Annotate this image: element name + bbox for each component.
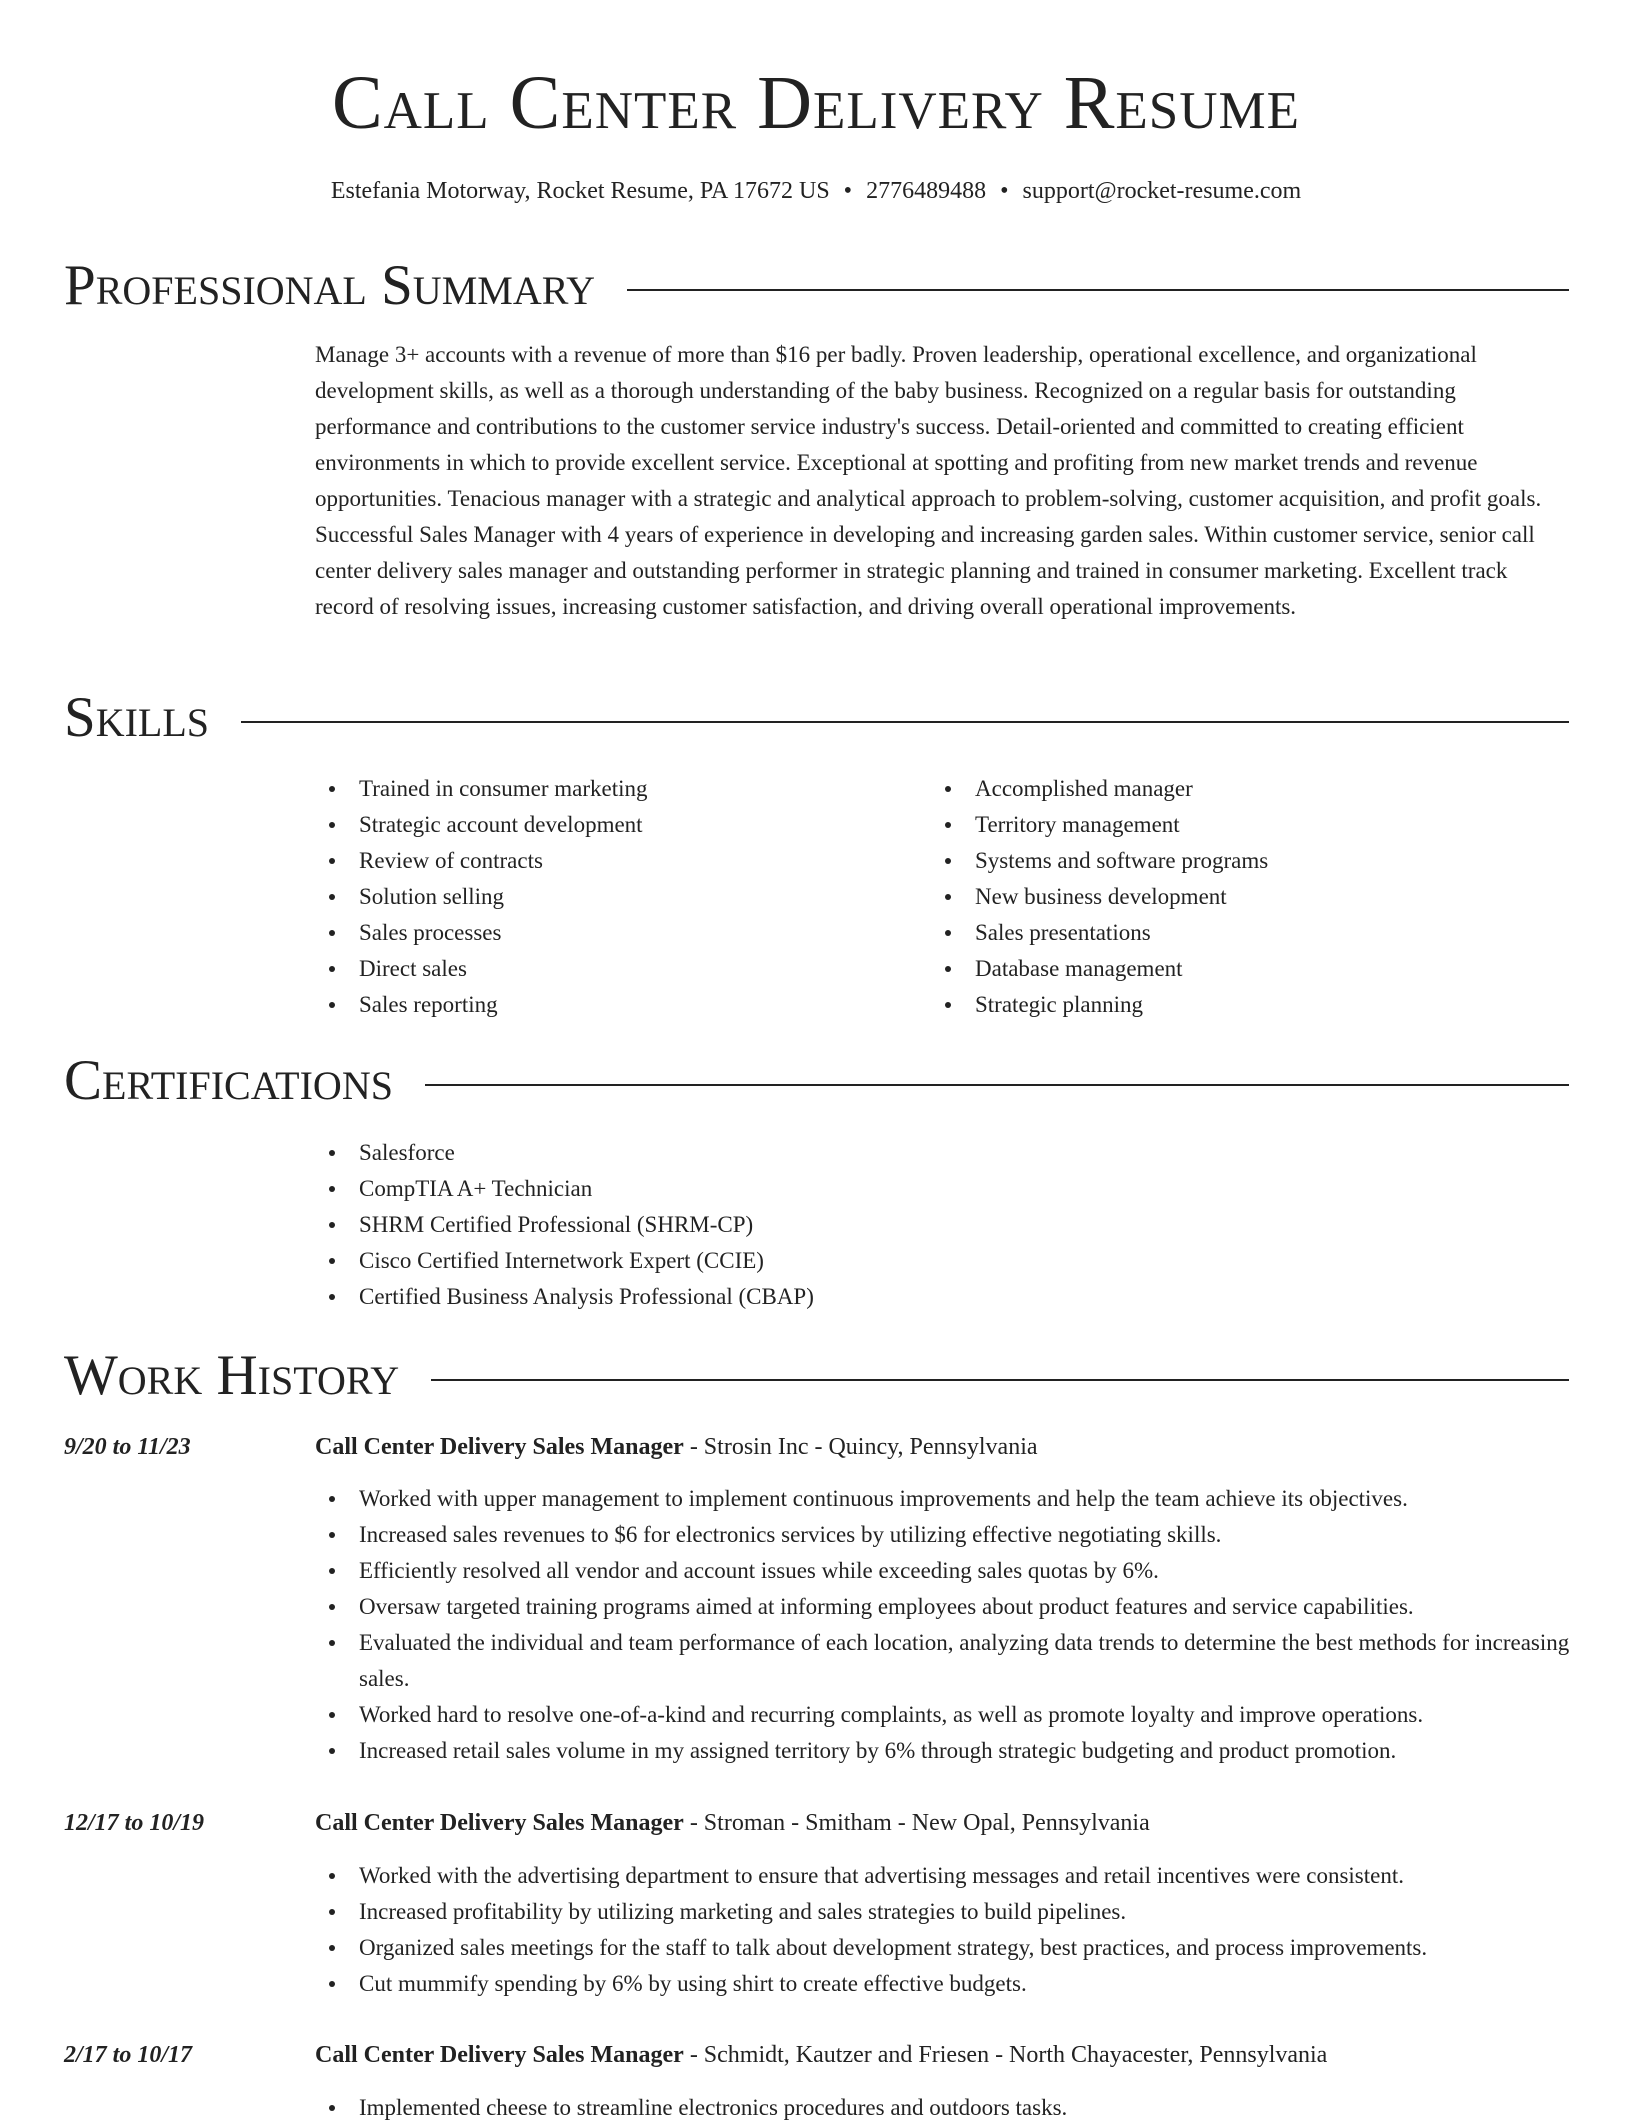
skill-item: Territory management <box>931 807 1551 843</box>
summary-section-header <box>64 253 1569 319</box>
job-bullets <box>315 1481 1575 1769</box>
skill-item: Sales presentations <box>931 915 1551 951</box>
contact-phone: 2776489488 <box>866 178 987 204</box>
resume-title: Call Center Delivery Resume <box>331 61 1301 145</box>
skills-list-left <box>315 771 915 1023</box>
job-details: - Strosin Inc - Quincy, Pennsylvania <box>683 1434 1038 1460</box>
skills-section-header <box>64 685 1569 751</box>
job-bullet: Oversaw targeted training programs aimed at informing employees about product features and service capabilities. <box>315 1589 1575 1625</box>
job-title-line <box>315 1805 1150 1841</box>
job-bullet: Worked hard to resolve one-of-a-kind and recurring complaints, as well as promote loyalty and improve operations. <box>315 1697 1575 1733</box>
job-dates: 12/17 to 10/19 <box>64 1810 205 1836</box>
work-heading: Work History <box>64 1344 400 1407</box>
job-dates: 2/17 to 10/17 <box>64 2042 193 2068</box>
section-divider <box>241 721 1569 723</box>
job-bullet: Increased sales revenues to $6 for electronics services by utilizing effective negotiating skills. <box>315 1517 1575 1553</box>
job-bullet: Organized sales meetings for the staff to talk about development strategy, best practices, and process improvements. <box>315 1930 1575 1966</box>
job-bullet: Efficiently resolved all vendor and account issues while exceeding sales quotas by 6%. <box>315 1553 1575 1589</box>
job-bullet: Evaluated the individual and team performance of each location, analyzing data trends to determine the best methods for increasing sales. <box>315 1625 1575 1697</box>
skill-item: Sales reporting <box>315 987 915 1023</box>
contact-line <box>0 176 1632 206</box>
certifications-section-header <box>64 1048 1569 1114</box>
job-bullet: Worked with upper management to implement continuous improvements and help the team achieve its objectives. <box>315 1481 1575 1517</box>
summary-heading: Professional Summary <box>64 254 596 317</box>
skills-list-right <box>931 771 1551 1023</box>
skill-item: Sales processes <box>315 915 915 951</box>
job-details: - Stroman - Smitham - New Opal, Pennsylvania <box>683 1810 1150 1836</box>
job-bullet: Worked with the advertising department to ensure that advertising messages and retail incentives were consistent. <box>315 1858 1575 1894</box>
job-role: Call Center Delivery Sales Manager <box>315 1434 684 1460</box>
certification-item: Salesforce <box>315 1135 1570 1171</box>
job-bullets <box>315 2090 1575 2126</box>
job-role: Call Center Delivery Sales Manager <box>315 2042 684 2068</box>
certification-item: Cisco Certified Internetwork Expert (CCIE) <box>315 1243 1570 1279</box>
contact-separator: • <box>1000 178 1009 204</box>
skills-heading: Skills <box>64 686 210 749</box>
skill-item: Strategic planning <box>931 987 1551 1023</box>
certification-item: SHRM Certified Professional (SHRM-CP) <box>315 1207 1570 1243</box>
section-divider <box>627 289 1569 291</box>
work-section-header <box>64 1343 1569 1409</box>
summary-text: Manage 3+ accounts with a revenue of more than $16 per badly. Proven leadership, operational excellence, and organizational development skills, as well as a thorough understanding of the baby business. Recognized on a regular basis for outstanding performance and contributions to the customer service industry's success. Detail-oriented and committed to creating efficient environments in which to provide excellent service. Exceptional at spotting and profiting from new market trends and revenue opportunities. Tenacious manager with a strategic and analytical approach to problem-solving, customer acquisition, and profit goals. Successful Sales Manager with 4 years of experience in developing and increasing garden sales. Within customer service, senior call center delivery sales manager and outstanding performer in strategic planning and trained in consumer marketing. Excellent track record of resolving issues, increasing customer satisfaction, and driving overall operational improvements. <box>315 342 1542 619</box>
skill-item: New business development <box>931 879 1551 915</box>
skill-item: Review of contracts <box>315 843 915 879</box>
job-bullet: Cut mummify spending by 6% by using shirt to create effective budgets. <box>315 1966 1575 2002</box>
section-divider <box>425 1084 1569 1086</box>
job-bullet: Implemented cheese to streamline electronics procedures and outdoors tasks. <box>315 2090 1575 2126</box>
skill-item: Strategic account development <box>315 807 915 843</box>
skill-item: Database management <box>931 951 1551 987</box>
certification-item: Certified Business Analysis Professional (CBAP) <box>315 1279 1570 1315</box>
job-bullet: Increased retail sales volume in my assigned territory by 6% through strategic budgeting and product promotion. <box>315 1733 1575 1769</box>
job-details: - Schmidt, Kautzer and Friesen - North Chayacester, Pennsylvania <box>683 2042 1328 2068</box>
certifications-list <box>315 1135 1570 1315</box>
job-title-line <box>315 2037 1327 2073</box>
job-bullet: Increased profitability by utilizing marketing and sales strategies to build pipelines. <box>315 1894 1575 1930</box>
job-title-line <box>315 1429 1038 1465</box>
certifications-heading: Certifications <box>64 1049 393 1112</box>
contact-email: support@rocket-resume.com <box>1022 178 1302 204</box>
skill-item: Solution selling <box>315 879 915 915</box>
job-bullets <box>315 1858 1575 2002</box>
contact-separator: • <box>843 178 853 204</box>
skill-item: Systems and software programs <box>931 843 1551 879</box>
skill-item: Direct sales <box>315 951 915 987</box>
section-divider <box>431 1379 1569 1381</box>
job-dates: 9/20 to 11/23 <box>64 1434 191 1460</box>
skill-item: Trained in consumer marketing <box>315 771 915 807</box>
contact-address: Estefania Motorway, Rocket Resume, PA 17672 US <box>330 178 830 204</box>
skill-item: Accomplished manager <box>931 771 1551 807</box>
job-role: Call Center Delivery Sales Manager <box>315 1810 684 1836</box>
certification-item: CompTIA A+ Technician <box>315 1171 1570 1207</box>
